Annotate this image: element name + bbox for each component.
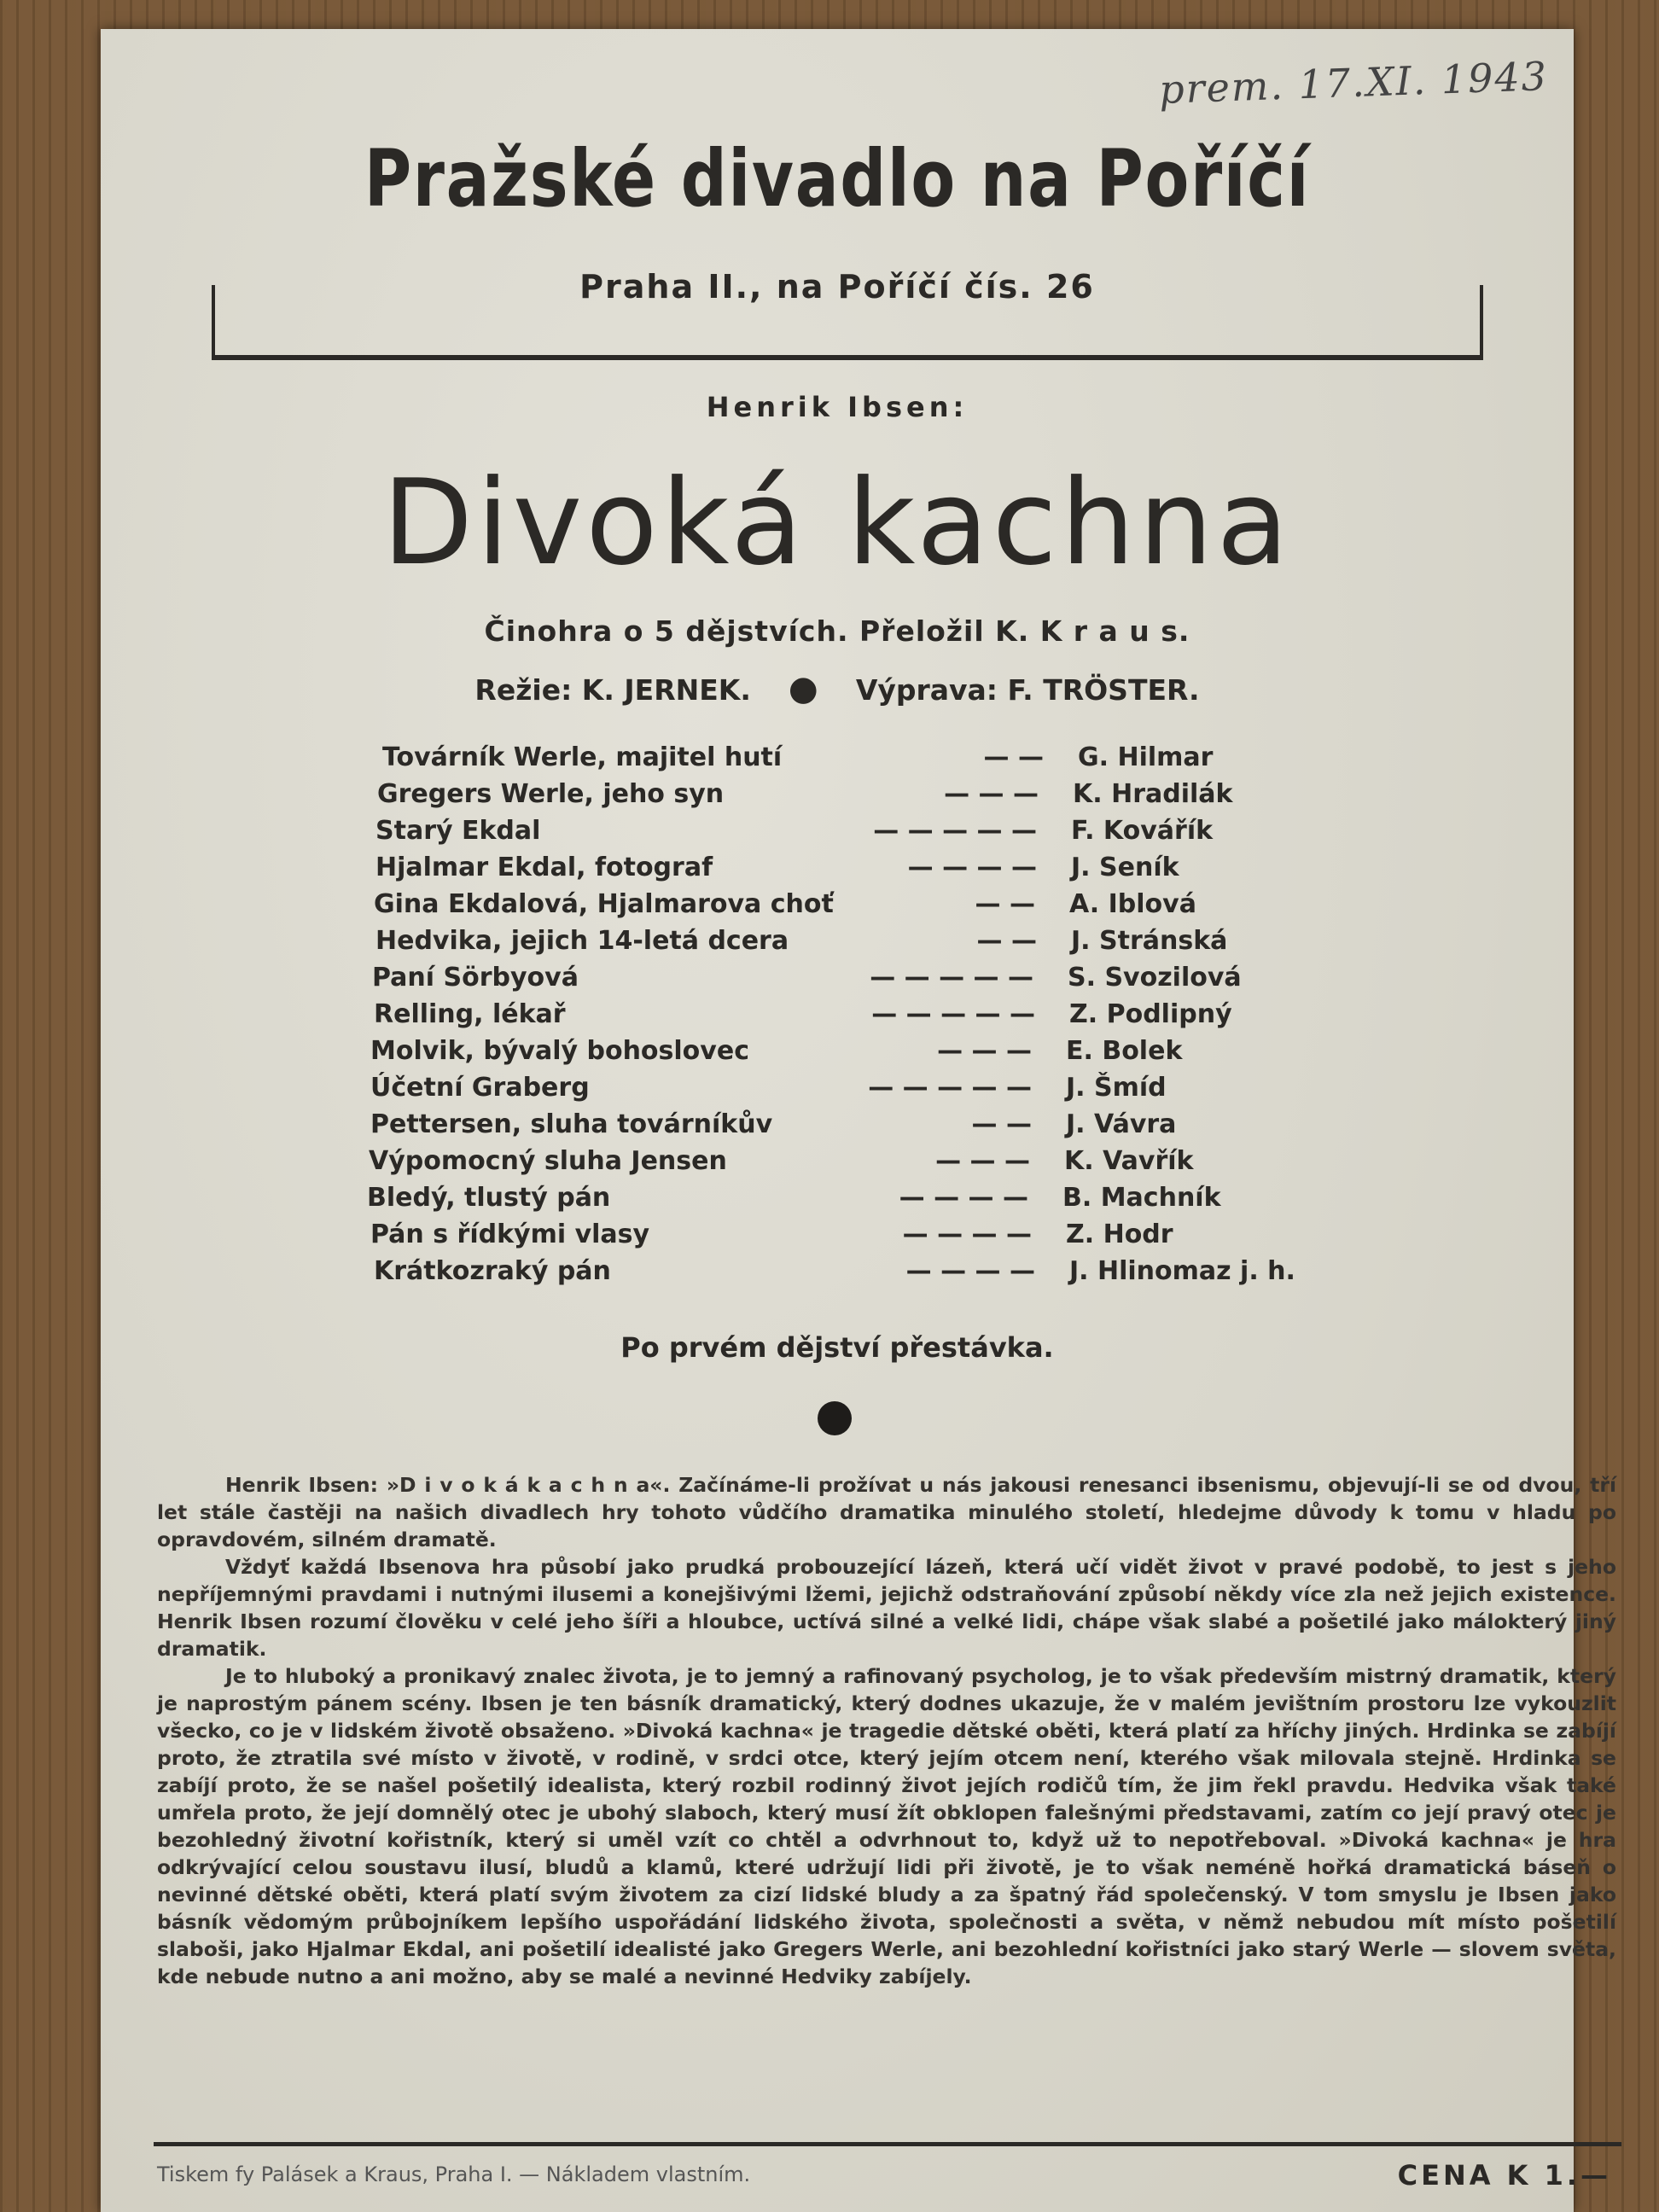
essay — [157, 1471, 1616, 1990]
cast-actor: S. Svozilová — [1068, 963, 1242, 992]
cast-role: Gregers Werle, jeho syn — [377, 779, 725, 809]
cast-actor: G. Hilmar — [1078, 742, 1214, 772]
playbill-sheet — [101, 29, 1616, 2212]
cast-row — [375, 812, 1406, 849]
cast-actor: E. Bolek — [1066, 1036, 1183, 1066]
cast-row — [374, 886, 1406, 923]
cast-dashes: — — — — [935, 1146, 1030, 1176]
decorative-dot — [818, 1401, 852, 1435]
intermission-note: Po prvém dějství přestávka. — [620, 1331, 1054, 1364]
cast-row — [382, 739, 1406, 776]
cast-role: Hjalmar Ekdal, fotograf — [375, 853, 713, 882]
cast-row — [374, 1253, 1406, 1289]
handwritten-date-note: prem. 17.XI. 1943 — [1158, 53, 1549, 113]
essay-paragraph: Henrik Ibsen: »D i v o k á k a c h n a«. Začínáme-li prožívat u nás jakousi renesanci ibsenismu, objevují-li se od dvou, tří let stále častěji na našich divadlech hry tohoto vůdčího dramatika minulého století, hledejme důvody k tomu v hladu po opravdovém, silném dramatě. — [157, 1473, 1616, 1551]
cast-dashes: — — — — — [899, 1183, 1028, 1213]
cast-dashes: — — — — [937, 1036, 1032, 1066]
essay-paragraph: Vždyť každá Ibsenova hra působí jako prudká probouzející lázeň, která učí vidět život v pravé podobě, to jest s jeho nepříjemnými pravdami i nutnými ilusemi a konejšivými lžemi, jejichž odstraňování způsobí někdy více zla než jejich existence. Henrik Ibsen rozumí člověku v celé jeho šíři a hloubce, uctívá silné a velké lidi, chápe však slabé a pošetilé jako málokterý jiný dramatik. — [157, 1555, 1616, 1661]
cast-actor: J. Seník — [1071, 853, 1179, 882]
cast-actor: A. Iblová — [1069, 889, 1196, 919]
cast-dashes: — — — — — [905, 1256, 1035, 1286]
cast-role: Účetní Graberg — [370, 1073, 590, 1103]
cast-row — [370, 1069, 1406, 1106]
cast-row — [375, 923, 1406, 959]
cast-row — [377, 776, 1406, 812]
cast-row — [375, 849, 1406, 886]
cast-actor: B. Machník — [1062, 1183, 1221, 1213]
essay-paragraph: Je to hluboký a pronikavý znalec života, je to jemný a rafinovaný psycholog, je to však především mistrný dramatik, který je naprostým pánem scény. Ibsen je ten básník dramatický, který dodnes ukazuje, že v malém jevištním prostoru lze vykouzlit všecko, co je v lidském životě obsaženo. »Divoká kachna« je tragedie dětské oběti, která platí za hříchy jiných. Hrdinka se zabíjí proto, že ztratila své místo v životě, v rodině, v srdci otce, který jejím otcem není, kterého však milovala stejně. Hrdinka se zabíjí proto, že se našel pošetilý idealista, který rozbil rodinný život jejích rodičů tím, že jim řekl pravdu. Hedvika však také umřela proto, že její domnělý otec je ubohý slaboch, který musí žít obklopen falešnými představami, zatím co její pravý otec je bezohledný životní kořistník, který si uměl vzít co chtěl a odvrhnout to, když už to nepotřeboval. »Divoká kachna« je hra odkrývající celou soustavu ilusí, bludů a klamů, které udržují lidi při životě, je to však neméně hořká dramatická báseň o nevinné dětské oběti, která platí svým životem za cizí lidské bludy a za špatný řád společenský. V tom smyslu je Ibsen jako básník vědomým průbojníkem lepšího uspořádání lidského života, společnosti a světa, v němž nebudou mít místo pošetilí slaboši, jako Hjalmar Ekdal, ani pošetilí idealisté jako Gregers Werle, ani bezohlední kořistníci jako starý Werle — slovem světa, kde nebude nutno a ani možno, aby se malé a nevinné Hedviky zabíjely. — [157, 1664, 1616, 1988]
cast-actor: J. Vávra — [1066, 1109, 1177, 1139]
cast-role: Paní Sörbyová — [372, 963, 579, 992]
cast-dashes: — — — [975, 889, 1035, 919]
bullet-separator: ● — [788, 669, 818, 708]
cast-role: Hedvika, jejich 14-letá dcera — [375, 926, 789, 956]
cast-role: Pettersen, sluha továrníkův — [370, 1109, 773, 1139]
cast-row — [367, 1179, 1406, 1216]
cast-dashes: — — — — — — [873, 816, 1037, 846]
director-credit: Režie: K. JERNEK. — [474, 673, 751, 707]
cast-role: Bledý, tlustý pán — [367, 1183, 611, 1213]
play-subtitle: Činohra o 5 dějstvích. Přeložil K. K r a u s. — [484, 614, 1190, 648]
cast-actor: K. Hradilák — [1073, 779, 1233, 809]
cast-dashes: — — — [983, 742, 1044, 772]
cast-dashes: — — — — — [902, 1220, 1032, 1249]
cast-role: Továrník Werle, majitel hutí — [382, 742, 783, 772]
cast-actor: K. Vavřík — [1064, 1146, 1194, 1176]
cast-actor: F. Kovářík — [1071, 816, 1214, 846]
cast-row — [370, 1033, 1406, 1069]
cast-role: Relling, lékař — [374, 999, 566, 1029]
footer-rule — [154, 2142, 1621, 2146]
cast-actor: J. Šmíd — [1066, 1073, 1167, 1103]
cast-role: Krátkozraký pán — [374, 1256, 611, 1286]
staff-line — [101, 669, 1574, 708]
cast-row — [372, 959, 1406, 996]
cast-dashes: — — — — — — [868, 1073, 1032, 1103]
play-author: Henrik Ibsen: — [706, 391, 969, 423]
cast-actor: Z. Podlipný — [1069, 999, 1232, 1029]
cast-list — [367, 739, 1406, 1289]
cast-dashes: — — — — — — [870, 963, 1033, 992]
cast-row — [370, 1106, 1406, 1143]
design-credit: Výprava: F. TRÖSTER. — [855, 673, 1200, 707]
printer-credit: Tiskem fy Palásek a Kraus, Praha I. — Nákladem vlastním. — [157, 2163, 751, 2186]
cast-role: Výpomocný sluha Jensen — [369, 1146, 727, 1176]
cast-dashes: — — — — — [907, 853, 1037, 882]
cast-dashes: — — — — [944, 779, 1039, 809]
cast-dashes: — — — [976, 926, 1037, 956]
cast-role: Starý Ekdal — [375, 816, 541, 846]
cast-row — [374, 996, 1406, 1033]
cast-row — [369, 1143, 1406, 1179]
cast-dashes: — — — [971, 1109, 1032, 1139]
cast-actor: J. Hlinomaz j. h. — [1069, 1256, 1295, 1286]
cast-row — [370, 1216, 1406, 1253]
cast-dashes: — — — — — — [871, 999, 1035, 1029]
cast-actor: J. Stránská — [1071, 926, 1228, 956]
cast-role: Pán s řídkými vlasy — [370, 1220, 650, 1249]
cast-role: Molvik, bývalý bohoslovec — [370, 1036, 749, 1066]
theatre-name: Pražské divadlo na Poříčí — [364, 133, 1311, 224]
price: CENA K 1.— — [1397, 2159, 1611, 2192]
cast-role: Gina Ekdalová, Hjalmarova choť — [374, 889, 834, 919]
theatre-address: Praha II., na Poříčí čís. 26 — [579, 268, 1095, 306]
cast-actor: Z. Hodr — [1066, 1220, 1173, 1249]
play-title: Divoká kachna — [381, 454, 1293, 591]
